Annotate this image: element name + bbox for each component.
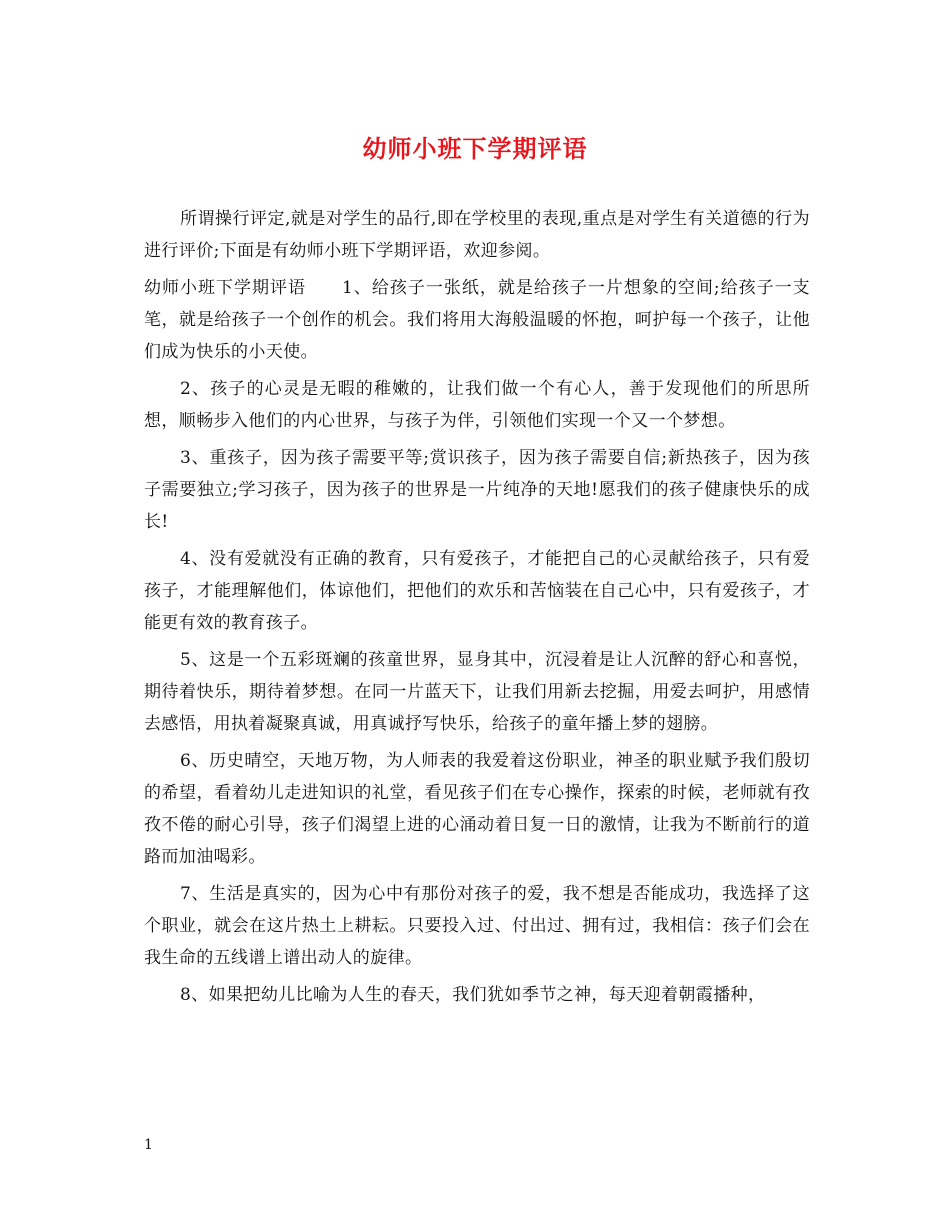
document-title: 幼师小班下学期评语 [362,134,588,163]
document-body [144,203,810,1016]
item-8: 8、如果把幼儿比喻为人生的春天，我们犹如季节之神，每天迎着朝霞播种， [180,985,766,1005]
intro-paragraph: 所谓操行评定,就是对学生的品行,即在学校里的表现,重点是对学生有关道德的行为进行评价;下面是有幼师小班下学期评语，欢迎参阅。 [144,209,810,261]
item-6: 6、历史晴空，天地万物，为人师表的我爱着这份职业，神圣的职业赋予我们殷切的希望，看着幼儿走进知识的礼堂，看见孩子们在专心操作，探索的时候，老师就有孜孜不倦的耐心引导，孩子们渴望上进的心涌动着日复一日的激情，让我为不断前行的道路而加油喝彩。 [144,751,810,867]
section-heading: 幼师小班下学期评语 [144,278,307,298]
item-1: 1、给孩子一张纸，就是给孩子一片想象的空间;给孩子一支笔，就是给孩子一个创作的机会。我们将用大海般温暖的怀抱，呵护每一个孩子，让他们成为快乐的小天使。 [144,278,810,362]
section-paragraph [144,272,810,368]
item-4: 4、没有爱就没有正确的教育，只有爱孩子，才能把自己的心灵献给孩子，只有爱孩子，才能理解他们，体谅他们，把他们的欢乐和苦恼装在自己心中，只有爱孩子，才能更有效的教育孩子。 [144,549,810,633]
item-2: 2、孩子的心灵是无暇的稚嫩的，让我们做一个有心人，善于发现他们的所思所想，顺畅步入他们的内心世界，与孩子为伴，引领他们实现一个又一个梦想。 [144,379,810,431]
item-3: 3、重孩子，因为孩子需要平等;赏识孩子，因为孩子需要自信;新热孩子，因为孩子需要独立;学习孩子，因为孩子的世界是一片纯净的天地!愿我们的孩子健康快乐的成长! [144,448,810,532]
page-number: 1 [144,1137,153,1153]
item-7: 7、生活是真实的，因为心中有那份对孩子的爱，我不想是否能成功，我选择了这个职业，就会在这片热土上耕耘。只要投入过、付出过、拥有过，我相信：孩子们会在我生命的五线谱上谱出动人的旋律。 [144,884,810,968]
item-5: 5、这是一个五彩斑斓的孩童世界，显身其中，沉浸着是让人沉醉的舒心和喜悦，期待着快乐，期待着梦想。在同一片蓝天下，让我们用新去挖掘，用爱去呵护，用感情去感悟，用执着凝聚真诚，用真诚抒写快乐，给孩子的童年播上梦的翅膀。 [144,650,810,734]
